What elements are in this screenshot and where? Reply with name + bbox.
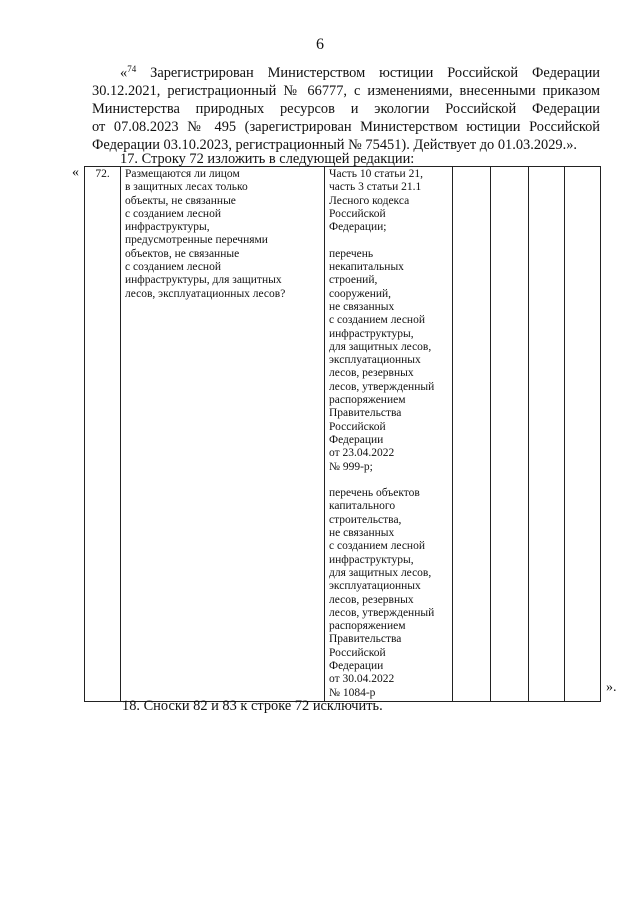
table-open-quote: « bbox=[72, 165, 79, 180]
requirements-cell bbox=[325, 167, 453, 702]
question-cell: Размещаются ли лицом в защитных лесах только объекты, не связанные с созданием лесной инфраструктуры, предусмотренные перечнями объектов, не связанные с созданием лесной инфраструктуры, для защитных лесов, эксплуатационных лесов? bbox=[121, 167, 325, 702]
amendment-item-17: 17. Строку 72 изложить в следующей редакции: bbox=[120, 151, 415, 167]
open-quote: « bbox=[120, 65, 128, 81]
legal-reference: перечень некапитальных строений, сооружений, не связанных с созданием лесной инфраструктуры, для защитных лесов, эксплуатационных лесов, резервных лесов, утвержденный распоряжением Правительства Российской Федерации от 23.04.2022 № 999-р; bbox=[329, 247, 435, 473]
row-number: 72. bbox=[85, 167, 121, 702]
footnote-line: Министерства природных ресурсов и экологии Российской Федерации bbox=[92, 101, 600, 117]
empty-cell bbox=[565, 167, 601, 702]
table-row bbox=[85, 167, 601, 702]
footnote-line: от 07.08.2023 № 495 (зарегистрирован Министерством юстиции Российской bbox=[92, 119, 600, 135]
legal-reference: перечень объектов капитального строительства, не связанных с созданием лесной инфраструктуры, для защитных лесов, эксплуатационных лесов, резервных лесов, утвержденный распоряжением Правительства Российской Федерации от 30.04.2022 № 1084-р bbox=[329, 487, 435, 699]
page-number: 6 bbox=[316, 36, 324, 53]
table-close-quote: ». bbox=[606, 680, 617, 695]
checklist-row-table bbox=[84, 166, 601, 702]
footnote-superscript: 74 bbox=[127, 64, 137, 74]
empty-cell bbox=[529, 167, 565, 702]
legal-reference: Часть 10 статьи 21, часть 3 статьи 21.1 Лесного кодекса Российской Федерации; bbox=[329, 168, 423, 234]
footnote-line: 30.12.2021, регистрационный № 66777, с изменениями, внесенными приказом bbox=[92, 83, 600, 99]
footnote-text bbox=[92, 64, 600, 154]
empty-cell bbox=[491, 167, 529, 702]
empty-cell bbox=[453, 167, 491, 702]
footnote-line: Федерации 03.10.2023, регистрационный № 75451). Действует до 01.03.2029.». bbox=[92, 137, 577, 153]
footnote-line: «$^{74}$ Зарегистрирован Министерством юстиции Российской Федерации bbox=[120, 64, 600, 81]
amendment-item-18: 18. Сноски 82 и 83 к строке 72 исключить. bbox=[122, 698, 383, 714]
